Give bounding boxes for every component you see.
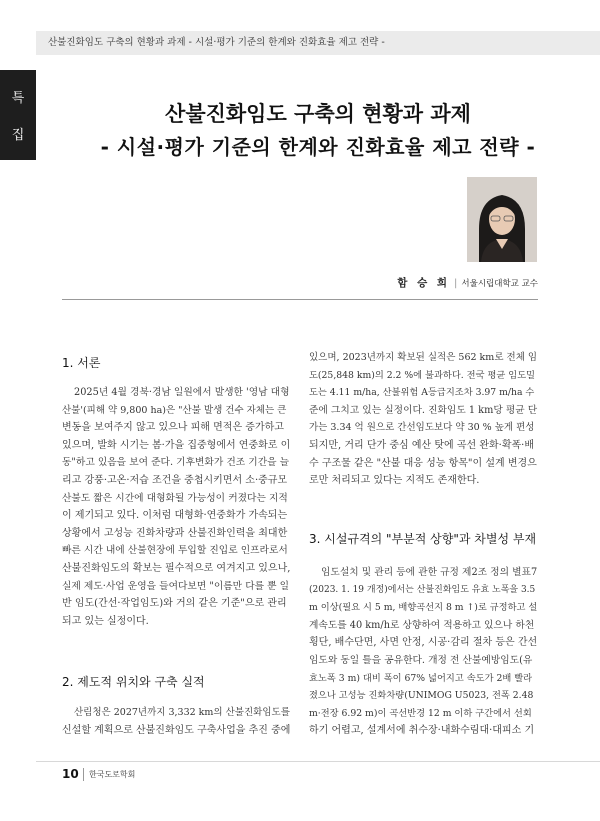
body-line: 있으며, 2023년까지 확보된 실적은 562 km로 전체 임: [309, 352, 538, 363]
body-line: 도는 4.11 m/ha, 산불위험 A등급지조차 3.97 m/ha 수: [309, 387, 535, 399]
journal-name: 한국도로학회: [89, 770, 136, 779]
body-line: 신설할 계획으로 산불진화임도 구축사업을 추진 중에: [62, 724, 291, 736]
section-3-body: [309, 564, 537, 740]
section-3-heading: 3. 시설규격의 "부분적 상향"과 차별성 부재: [309, 532, 537, 546]
body-line: 준에 그치고 있는 실정이다. 진화임도 1 km당 평균 단: [309, 404, 538, 416]
author-portrait-image: [467, 177, 537, 262]
body-line: 동"하고 있음을 보여 준다. 기후변화가 건조 기간을 늘: [62, 457, 290, 469]
body-line: 산불진화임도의 확보는 필수적으로 여겨지고 있으나,: [62, 562, 291, 574]
section-1-body: [62, 384, 290, 630]
body-line: 실제 제도·사업 운영을 들여다보면 "이름만 다를 뿐 일: [62, 580, 290, 592]
title-divider: [62, 299, 538, 300]
body-line: 반 임도(간선·작업임도)와 거의 같은 기준"으로 관리: [62, 598, 287, 610]
author-byline: [397, 275, 538, 290]
section-1-heading: 1. 서론: [62, 356, 101, 370]
body-line: 되고 있는 실정이다.: [62, 615, 149, 627]
body-line: 횡단, 배수단면, 사면 안정, 시공·감리 절차 등은 간선: [309, 637, 538, 649]
section-tab: [0, 70, 36, 160]
article-title: 산불진화임도 구축의 현황과 과제: [165, 102, 471, 126]
page-number: 10: [62, 767, 79, 781]
body-line: 계속도를 40 km/h로 상향하여 적용하고 있으나 하천: [309, 619, 535, 631]
body-line: 효노폭 3 m) 대비 폭이 67% 넓어지고 속도가 2배 빨라: [309, 672, 533, 684]
body-line: 있으며, 발화 시기는 봄·가을 집중형에서 연중화로 이: [62, 439, 291, 451]
author-name: 함 승 희: [397, 277, 451, 289]
body-line: m·전장 6.92 m)이 곡선반경 12 m 이하 구간에서 선회: [309, 707, 532, 719]
body-line: 되지만, 거리 단가 중심 예산 탓에 곡선 완화·확폭·배: [309, 439, 534, 451]
section-2-body: [62, 704, 290, 739]
author-separator: |: [454, 278, 458, 289]
body-line: 도(25,848 km)의 2.2 %에 불과하다. 전국 평균 임도밀: [309, 369, 536, 381]
body-line: 임도와 동일 틀을 공유한다. 개정 전 산불예방임도(유: [309, 654, 533, 666]
body-line: 산림청은 2027년까지 3,332 km의 산불진화임도를: [74, 707, 290, 718]
footer-divider: [36, 761, 600, 762]
body-line: 2025년 4월 경북·경남 일원에서 발생한 '영남 대형: [74, 387, 290, 398]
author-affiliation: 서울시립대학교 교수: [461, 279, 538, 289]
running-header-text: 산불진화임도 구축의 현황과 과제 - 시설·평가 기준의 한계와 진화효율 제고 전략 -: [48, 37, 385, 48]
body-line: 변동을 보여주지 않고 있으나 피해 면적은 증가하고: [62, 422, 284, 434]
article-subtitle: - 시설·평가 기준의 한계와 진화효율 제고 전략 -: [100, 135, 536, 159]
running-header: [36, 31, 600, 55]
section-tab-char-1: 특: [11, 91, 25, 106]
body-line: 리고 강풍·고온·저습 조건을 중첩시키면서 소·중규모: [62, 474, 288, 486]
author-photo: [467, 177, 537, 262]
body-line: 임도설치 및 관리 등에 관한 규정 제2조 정의 별표7: [321, 567, 538, 578]
section-tab-char-2: 집: [11, 128, 25, 143]
body-line: 산불도 짧은 시간에 대형화될 가능성이 커졌다는 지적: [62, 492, 288, 504]
body-line: 빠른 시간 내에 산불현장에 투입할 진입로 인프라로서: [62, 545, 288, 557]
body-line: m 이상(필요 시 5 m, 배향곡선지 8 m ↑)로 규정하고 설: [309, 602, 538, 614]
body-line: 졌으나 고성능 진화차량(UNIMOG U5023, 전폭 2.48: [309, 690, 534, 702]
body-line: 이 제기되고 있다. 이처럼 대형화·연중화가 가속되는: [62, 510, 288, 522]
body-line: 로만 처리되고 있다는 지적도 존재한다.: [309, 475, 480, 487]
body-line: 수 구조물 같은 "산불 대응 성능 항목"이 설계 변경으: [309, 457, 537, 469]
body-line: 가는 3.34 억 원으로 간선임도보다 약 30 % 높게 편성: [309, 422, 535, 434]
body-line: (2023. 1. 19 개정)에서는 산불진화임도 유효 노폭을 3.5: [309, 584, 536, 595]
body-line: 하기 어렵고, 설계서에 취수장·내화수림대·대피소 기: [309, 725, 535, 737]
section-2-heading: 2. 제도적 위치와 구축 실적: [62, 675, 205, 689]
footer-separator: [83, 768, 84, 781]
body-line: 산불'(피해 약 9,800 ha)은 "산불 발생 건수 자체는 큰: [62, 404, 287, 416]
body-line: 상황에서 고성능 진화차량과 산불진화인력을 최대한: [62, 527, 288, 539]
section-2-body-continued: [309, 349, 537, 490]
